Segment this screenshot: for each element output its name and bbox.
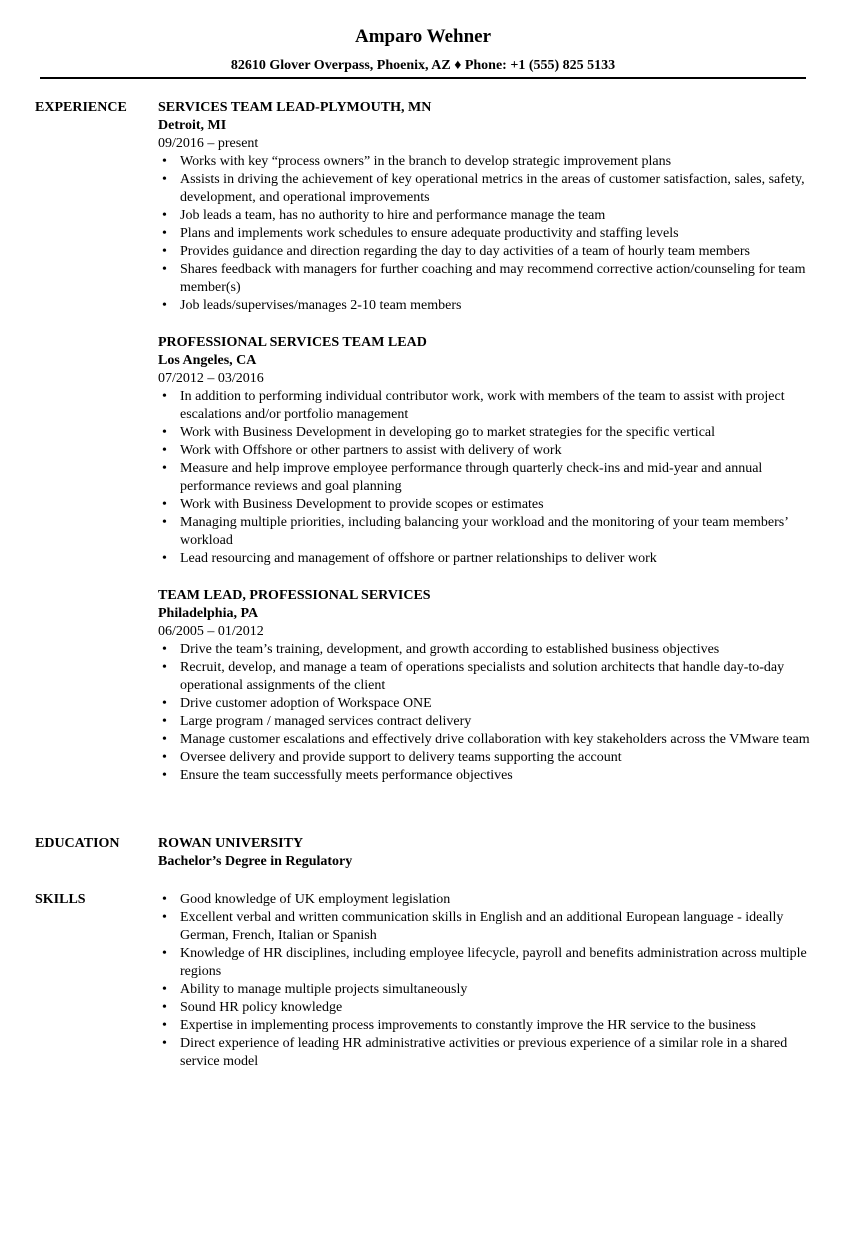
job-bullet: • Plans and implements work schedules to ensure adequate productivity and staffing levels: [158, 225, 815, 243]
job-bullet: • Managing multiple priorities, including balancing your workload and the monitoring of your team members’ workload: [158, 514, 815, 550]
header-divider: [40, 77, 806, 79]
job-bullet: • Assists in driving the achievement of key operational metrics in the areas of customer satisfaction, sales, safety, development, and operational improvements: [158, 171, 815, 207]
experience-list: [158, 99, 815, 785]
skill-item: • Good knowledge of UK employment legislation: [158, 891, 815, 909]
skills-body: [158, 891, 815, 1071]
job-bullet: • Work with Business Development in developing go to market strategies for the specific vertical: [158, 424, 815, 442]
job-bullet-list: [158, 153, 815, 315]
job-entry: [158, 99, 815, 315]
job-bullet: • Large program / managed services contract delivery: [158, 713, 815, 731]
skill-item: • Excellent verbal and written communication skills in English and an additional European language - ideally German, French, Italian or Spanish: [158, 909, 815, 945]
job-location: Philadelphia, PA: [158, 606, 259, 621]
job-bullet-list: [158, 388, 815, 568]
section-label-experience: EXPERIENCE: [35, 100, 127, 115]
skill-item: • Direct experience of leading HR administrative activities or previous experience of a similar role in a shared service model: [158, 1035, 815, 1071]
contact-line: 82610 Glover Overpass, Phoenix, AZ ♦ Phone: +1 (555) 825 5133: [230, 58, 616, 73]
skills-section: [35, 891, 815, 1071]
skills-list: [158, 891, 815, 1071]
skill-item: • Sound HR policy knowledge: [158, 999, 815, 1017]
candidate-name: Amparo Wehner: [355, 26, 491, 47]
job-bullet: • Work with Offshore or other partners to assist with delivery of work: [158, 442, 815, 460]
job-bullet: • Lead resourcing and management of offshore or partner relationships to deliver work: [158, 550, 815, 568]
education-section: [35, 835, 815, 871]
job-bullet: • Drive the team’s training, development, and growth according to established business objectives: [158, 641, 815, 659]
section-label-skills: SKILLS: [35, 892, 86, 907]
job-bullet: • Recruit, develop, and manage a team of operations specialists and solution architects that handle day-to-day operational assignments of the client: [158, 659, 815, 695]
job-entry: [158, 334, 815, 568]
resume-header: [40, 26, 806, 75]
skill-item: • Knowledge of HR disciplines, including employee lifecycle, payroll and benefits administration across multiple regions: [158, 945, 815, 981]
job-bullet: • Works with key “process owners” in the branch to develop strategic improvement plans: [158, 153, 815, 171]
job-entry: [158, 587, 815, 785]
education-school: ROWAN UNIVERSITY: [158, 836, 304, 851]
job-dates: 06/2005 – 01/2012: [158, 624, 264, 639]
job-bullet: • Work with Business Development to provide scopes or estimates: [158, 496, 815, 514]
job-bullet: • Manage customer escalations and effectively drive collaboration with key stakeholders across the VMware team: [158, 731, 815, 749]
job-title: PROFESSIONAL SERVICES TEAM LEAD: [158, 335, 427, 350]
job-bullet: • Job leads/supervises/manages 2-10 team members: [158, 297, 815, 315]
section-label-education: EDUCATION: [35, 836, 120, 851]
job-bullet-list: [158, 641, 815, 785]
education-degree: Bachelor’s Degree in Regulatory: [158, 854, 353, 869]
job-dates: 07/2012 – 03/2016: [158, 371, 264, 386]
job-bullet: • In addition to performing individual contributor work, work with members of the team to assist with project escalations and/or portfolio management: [158, 388, 815, 424]
education-body: [158, 835, 815, 871]
job-bullet: • Shares feedback with managers for further coaching and may recommend corrective action/counseling for team member(s): [158, 261, 815, 297]
job-bullet: • Drive customer adoption of Workspace ONE: [158, 695, 815, 713]
job-bullet: • Oversee delivery and provide support to delivery teams supporting the account: [158, 749, 815, 767]
job-location: Los Angeles, CA: [158, 353, 257, 368]
job-location: Detroit, MI: [158, 118, 227, 133]
experience-section: [35, 99, 815, 785]
job-bullet: • Provides guidance and direction regarding the day to day activities of a team of hourly team members: [158, 243, 815, 261]
job-dates: 09/2016 – present: [158, 136, 259, 151]
job-bullet: • Ensure the team successfully meets performance objectives: [158, 767, 815, 785]
job-bullet: • Measure and help improve employee performance through quarterly check-ins and mid-year and annual performance reviews and goal planning: [158, 460, 815, 496]
job-title: SERVICES TEAM LEAD-PLYMOUTH, MN: [158, 100, 432, 115]
job-bullet: • Job leads a team, has no authority to hire and performance manage the team: [158, 207, 815, 225]
skill-item: • Expertise in implementing process improvements to constantly improve the HR service to the business: [158, 1017, 815, 1035]
skill-item: • Ability to manage multiple projects simultaneously: [158, 981, 815, 999]
job-title: TEAM LEAD, PROFESSIONAL SERVICES: [158, 588, 431, 603]
